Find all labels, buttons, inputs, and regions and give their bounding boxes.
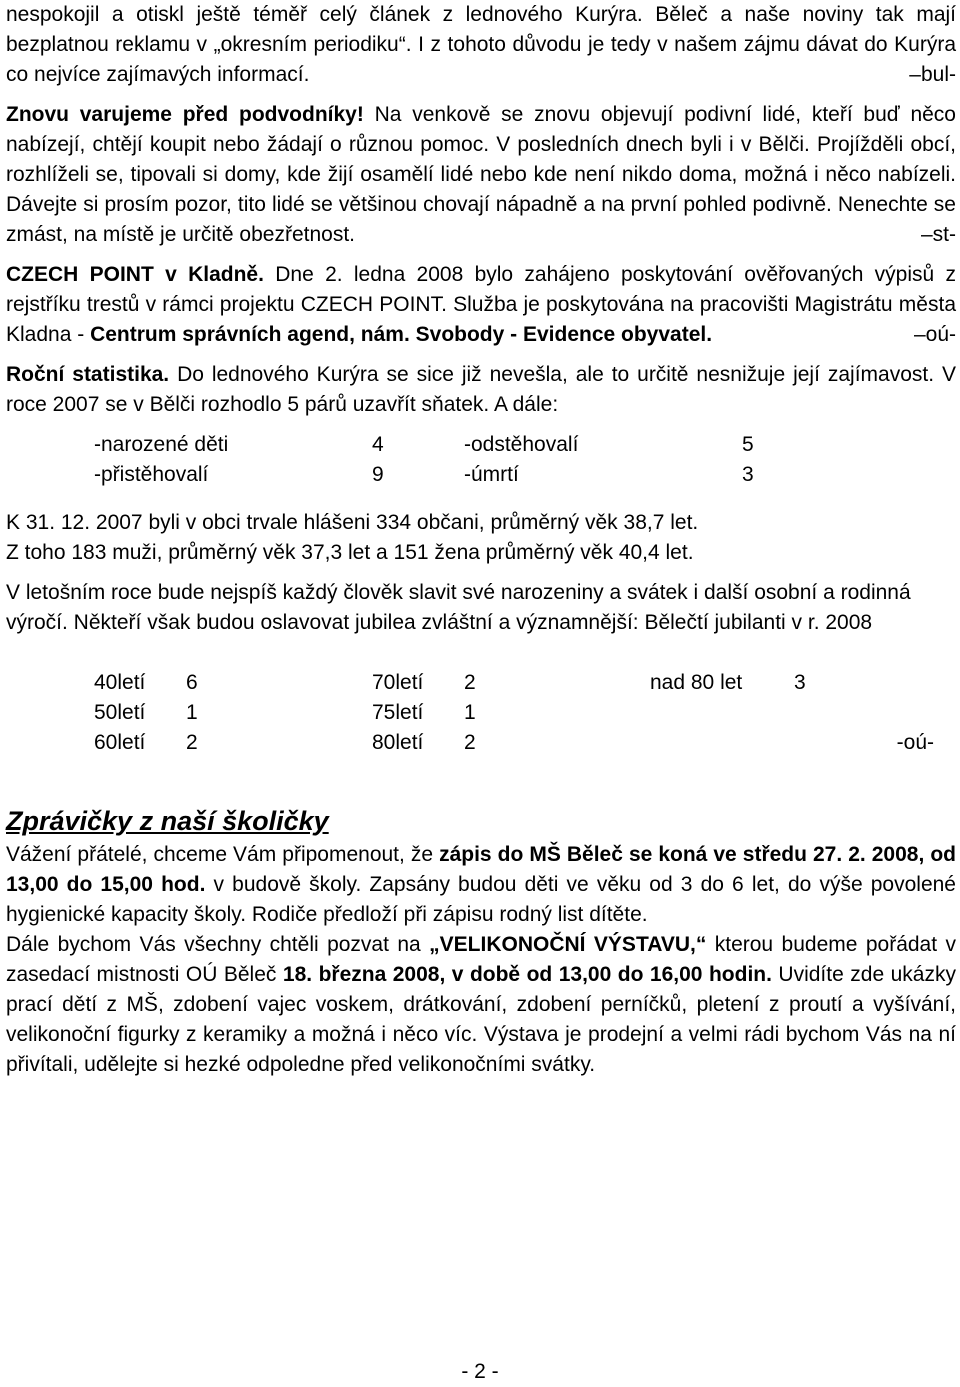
jubilee-value: 6: [186, 671, 198, 694]
school-paragraph-1: [6, 840, 956, 930]
stat-label: -úmrtí: [464, 463, 519, 486]
school-enrollment-date: zápis do MŠ Běleč se koná ve středu 27. 2. 2008, od 13,00 do 15,00 hod.: [6, 843, 956, 896]
page: [6, 0, 956, 1080]
table-row: [94, 698, 934, 728]
jubilee-label: 50letí: [94, 701, 146, 724]
population-line-1: K 31. 12. 2007 byli v obci trvale hlášeni 334 občani, průměrný věk 38,7 let.: [6, 511, 699, 534]
school-p2-text: Dále bychom Vás všechny chtěli pozvat na: [6, 933, 430, 956]
stat-label: -přistěhovalí: [94, 463, 209, 486]
jubilee-table: [94, 668, 934, 758]
jubilee-label: 80letí: [372, 731, 424, 754]
jubilee-label: 75letí: [372, 701, 424, 724]
jubilee-value: 3: [794, 671, 806, 694]
school-p2-middle: kterou budeme pořádat v zasedací mistnosti OÚ Běleč: [6, 933, 956, 986]
table-row: [94, 668, 934, 698]
stat-label: -narozené děti: [94, 433, 229, 456]
warning-title: Znovu varujeme před podvodníky!: [6, 103, 364, 126]
school-paragraph-2: [6, 930, 956, 1080]
czechpoint-signature: –oú-: [913, 323, 956, 346]
warning-text: Na venkově se znovu objevují podivní lidé, kteří buď něco nabízejí, chtějí koupit nebo žádají o různou pomoc. V posledních dnech byli i v Bělči. Projížděli obcí, rozhlíželi se, tipovali si domy, kde žijí osamělí lidé nebo kde není nikdo doma, možná i něco nabízeli. Dávejte si prosím pozor, tito lidé se většinou chovají nápadně a na první pohled podivně. Nenechte se zmást, na místě je určitě obezřetnost.: [6, 103, 956, 246]
jubilee-label: 40letí: [94, 671, 146, 694]
jubilee-value: 2: [464, 671, 476, 694]
intro-signature: –bul-: [909, 63, 956, 86]
czechpoint-title: CZECH POINT v Kladně.: [6, 263, 264, 286]
jubilee-signature: -oú-: [896, 731, 934, 754]
school-exhibition-date: 18. března 2008, v době od 13,00 do 16,00 hodin.: [282, 963, 772, 986]
jubilee-value: 2: [186, 731, 198, 754]
stat-value: 9: [372, 463, 384, 486]
table-row: [94, 460, 754, 490]
intro-text: nespokojil a otiskl ještě téměř celý článek z lednového Kurýra. Běleč a naše noviny tak mají bezplatnou reklamu v „okresním periodiku“. I z tohoto důvodu je tedy v našem zájmu dávat do Kurýra co nejvíce zajímavých informací.: [6, 3, 956, 86]
statistics-title: Roční statistika.: [6, 363, 170, 386]
stat-value: 4: [372, 433, 384, 456]
warning-paragraph: [6, 100, 956, 250]
jubilee-paragraph: V letošním roce bude nejspíš každý člověk slavit své narozeniny a svátek i další osobní a rodinná výročí. Někteří však budou oslavovat jubilea zvláštní a významnější: Bělečtí jubilanti v r. 2008: [6, 581, 911, 634]
school-exhibition-title: „VELIKONOČNÍ VÝSTAVU,“: [429, 933, 707, 956]
czechpoint-paragraph: [6, 260, 956, 350]
jubilee-label: nad 80 let: [650, 671, 743, 694]
statistics-paragraph: [6, 360, 956, 420]
jubilee-value: 2: [464, 731, 476, 754]
table-row: [94, 728, 934, 758]
jubilee-label: 60letí: [94, 731, 146, 754]
school-heading: Zprávičky z naší školičky: [6, 806, 329, 836]
stat-value: 5: [742, 433, 754, 456]
school-p2-rest: Uvidíte zde ukázky prací dětí z MŠ, zdobení vajec voskem, drátkování, zdobení perníčků, pletení z proutí a vyšívání, velikonoční figurky z keramiky a možná i něco víc. Výstava je prodejní a velmi rádi bychom Vás na ní přivítali, udělejte si hezké odpoledne před velikonočními svátky.: [6, 963, 956, 1076]
table-row: [94, 430, 754, 460]
statistics-table: [94, 430, 754, 490]
jubilee-value: 1: [186, 701, 198, 724]
jubilee-value: [794, 698, 934, 728]
czechpoint-text: Dne 2. ledna 2008 bylo zahájeno poskytování ověřovaných výpisů z rejstříku trestů v rámci projektu CZECH POINT. Služba je poskytována na pracovišti Magistrátu města Kladna -: [6, 263, 957, 346]
jubilee-label: [650, 728, 794, 758]
school-p1-text: Vážení přátelé, chceme Vám připomenout, že: [6, 843, 440, 866]
population-line-2: Z toho 183 muži, průměrný věk 37,3 let a 151 žena průměrný věk 40,4 let.: [6, 541, 694, 564]
page-number: - 2 -: [461, 1360, 499, 1383]
czechpoint-office: Centrum správních agend, nám. Svobody - Evidence obyvatel.: [90, 323, 713, 346]
stat-label: -odstěhovalí: [464, 433, 579, 456]
jubilee-label: 70letí: [372, 671, 424, 694]
jubilee-value: 1: [464, 701, 476, 724]
jubilee-label: [650, 698, 794, 728]
intro-paragraph: [6, 0, 956, 90]
statistics-text: Do lednového Kurýra se sice již nevešla, ale to určitě nesnižuje její zajímavost. V roce 2007 se v Bělči rozhodlo 5 párů uzavřít sňatek. A dále:: [6, 363, 956, 416]
warning-signature: –st-: [920, 223, 956, 246]
stat-value: 3: [742, 463, 754, 486]
school-p1-rest: v budově školy. Zapsány budou děti ve věku od 3 do 6 let, do výše povolené hygienické kapacity školy. Rodiče předloží při zápisu rodný list dítěte.: [6, 873, 956, 926]
